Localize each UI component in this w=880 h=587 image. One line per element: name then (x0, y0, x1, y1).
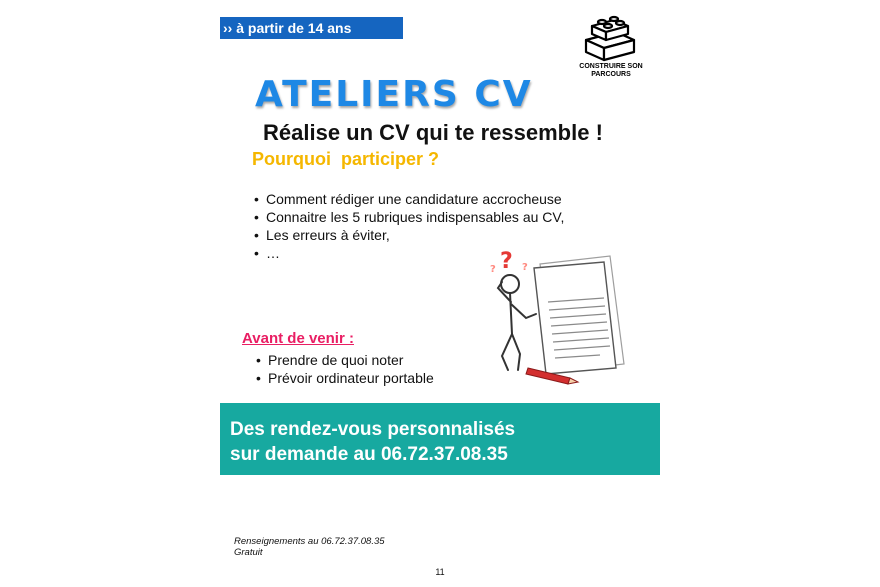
stickman-cv-illustration (488, 244, 632, 388)
before-list (256, 351, 434, 387)
list-item: • Connaitre les 5 rubriques indispensables au CV, (254, 208, 564, 226)
list-item: • … (254, 244, 564, 262)
page-subtitle: Réalise un CV qui te ressemble ! (263, 120, 603, 145)
svg-text:?: ? (522, 262, 528, 273)
list-item: • Prendre de quoi noter (256, 351, 434, 369)
why-heading: Pourquoi participer ? (252, 149, 440, 169)
price-info: Gratuit (234, 547, 263, 558)
svg-text:?: ? (500, 249, 513, 274)
age-banner: ›› à partir de 14 ans (220, 17, 403, 39)
svg-text:?: ? (490, 264, 496, 275)
contact-info: Renseignements au 06.72.37.08.35 (234, 536, 385, 547)
list-item: • Prévoir ordinateur portable (256, 369, 434, 387)
appointment-line-1: Des rendez-vous personnalisés (230, 419, 516, 440)
list-item: • Les erreurs à éviter, (254, 226, 564, 244)
page-number: 11 (435, 567, 445, 577)
appointment-banner (220, 403, 660, 475)
footer-info (234, 536, 385, 558)
list-item: • Comment rédiger une candidature accrocheuse (254, 190, 564, 208)
appointment-line-2: sur demande au 06.72.37.08.35 (230, 444, 508, 465)
page-title: ATELIERS CV (255, 74, 533, 115)
before-heading: Avant de venir : (242, 330, 354, 347)
logo-caption: CONSTRUIRE SON PARCOURS (579, 63, 643, 78)
